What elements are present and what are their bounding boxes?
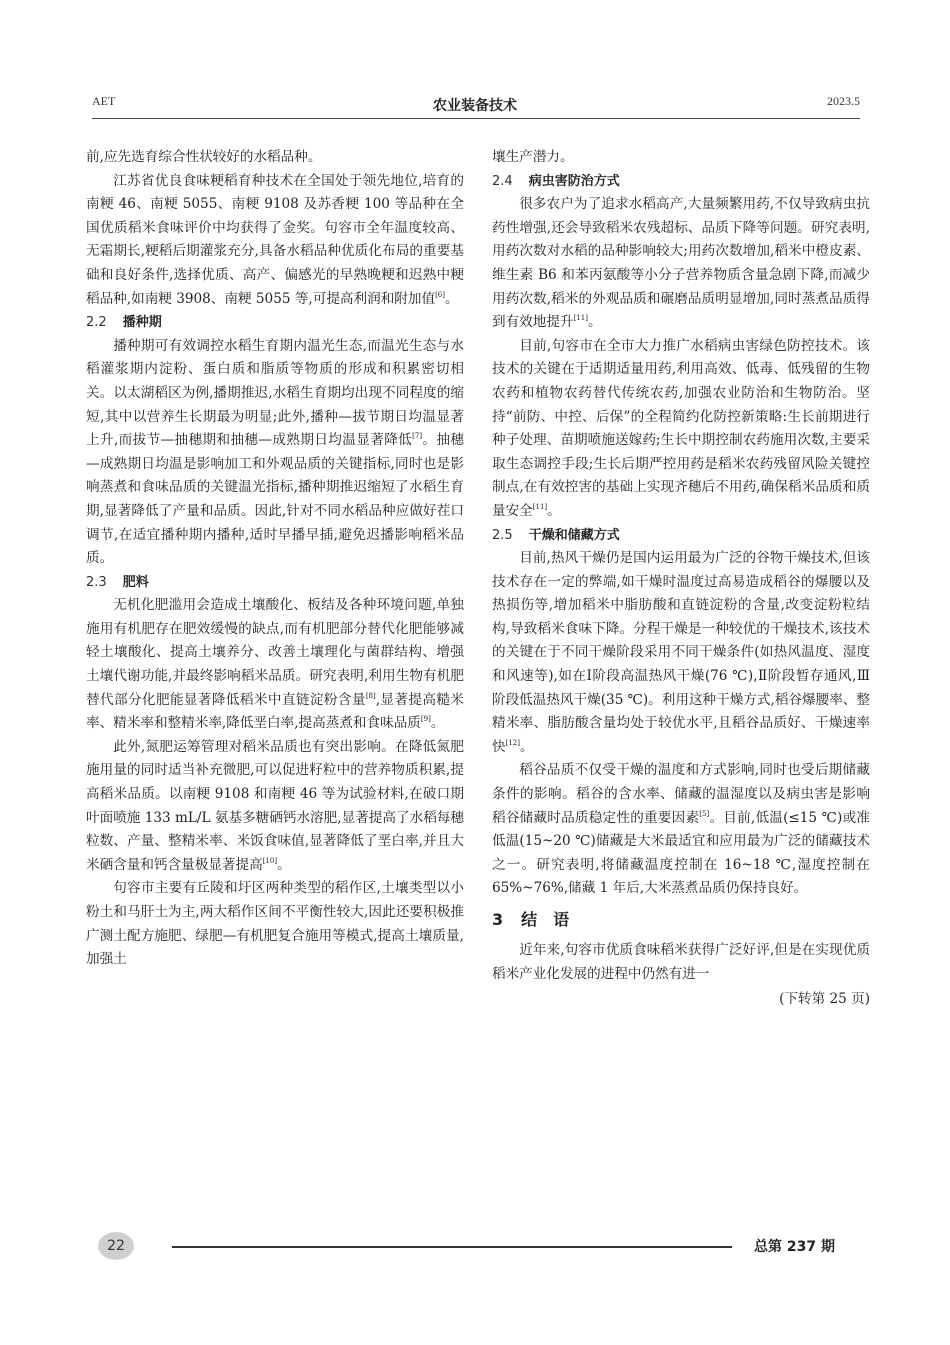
paragraph-soil-continued: 壤生产潜力。 bbox=[492, 149, 574, 165]
right-column bbox=[492, 146, 870, 1012]
section-heading-2-4: 2.4 病虫害防治方式 bbox=[492, 173, 620, 189]
section-heading-2-2: 2.2 播种期 bbox=[86, 315, 162, 331]
issue-number: 总第 237 期 bbox=[754, 1239, 835, 1255]
paragraph-conclusion: 近年来,句容市优质食味稻米获得广泛好评,但是在实现优质稻米产业化发展的进程中仍然有进一 bbox=[492, 942, 870, 982]
citation-ref[interactable]: [11] bbox=[573, 314, 588, 323]
section-heading-2-3: 2.3 肥料 bbox=[86, 574, 149, 590]
paragraph-fertilizer: 无机化肥滥用会造成土壤酸化、板结及各种环境问题,单独施用有机肥存在肥效缓慢的缺点,而有机肥部分替代化肥能够减轻土壤酸化、提高土壤养分、改善土壤理化与菌群结构、增强土壤代谢功能,并最终影响稻米品质。研究表明,利用生物有机肥替代部分化肥能显著降低稻米中直链淀粉含量[8],显著提高糙米率、精米率和整精米率,降低垩白率,提高蒸煮和食味品质[9]。 bbox=[86, 597, 464, 732]
paragraph-nitrogen: 此外,氮肥运筹管理对稻米品质也有突出影响。在降低氮肥施用量的同时适当补充微肥,可以促进籽粒中的营养物质积累,提高稻米品质。以南粳 9108 和南粳 46 等为试验材料,在破口期叶面喷施 133 mL/L 氨基多糖硒钙水溶肥,显著提高了水稻每穗粒数、产量、整精米率、米饭食味值,显著降低了垩白率,并且大米硒含量和钙含量极显著提高[10]。 bbox=[86, 738, 464, 873]
paragraph-soil: 句容市主要有丘陵和圩区两种类型的稻作区,土壤类型以小粉土和马肝土为主,两大稻作区间不平衡性较大,因此还要积极推广测土配方施肥、绿肥—有机肥复合施用等模式,提高土壤质量,加强土 bbox=[86, 880, 464, 968]
citation-ref[interactable]: [11] bbox=[532, 502, 548, 511]
paragraph-pesticide-use: 很多农户为了追求水稻高产,大量频繁用药,不仅导致病虫抗药性增强,还会导致稻米农残超标、品质下降等问题。研究表明,用药次数对水稻的品种影响较大;用药次数增加,稻米中橙皮素、维生素 B6 和苯丙氨酸等小分子营养物质含量急剧下降,而减少用药次数,稻米的外观品质和碾磨品质明显增加,同时蒸煮品质得到有效地提升[11]。 bbox=[492, 196, 870, 331]
section-heading-3: 3 结 语 bbox=[492, 910, 570, 929]
section-heading-2-5: 2.5 干燥和储藏方式 bbox=[492, 527, 620, 543]
citation-ref[interactable]: [6] bbox=[435, 290, 445, 299]
paragraph-green-control: 目前,句容市在全市大力推广水稻病虫害绿色防控技术。该技术的关键在于适期适量用药,利用高效、低毒、低残留的生物农药和植物农药替代传统农药,加强农业防治和生物防治。坚持“前防、中控、后保”的全程简约化防控新策略:生长前期进行种子处理、苗期喷施送嫁药;生长中期控制农药施用次数,主要采取生态调控手段;生长后期严控用药是稻米农药残留风险关键控制点,在有效控害的基础上实现齐穗后不用药,确保稻米品质和质量安全[11]。 bbox=[492, 337, 870, 519]
journal-title: 农业装备技术 bbox=[433, 98, 517, 114]
issue-date: 2023.5 bbox=[827, 94, 860, 108]
citation-ref[interactable]: [10] bbox=[262, 856, 278, 865]
citation-ref[interactable]: [9] bbox=[420, 715, 431, 724]
journal-abbrev: AET bbox=[92, 94, 116, 108]
left-column bbox=[86, 146, 464, 972]
paragraph-storage: 稻谷品质不仅受干燥的温度和方式影响,同时也受后期储藏条件的影响。稻谷的含水率、储藏的温湿度以及病虫害是影响稻谷储藏时品质稳定性的重要因素[5]。目前,低温(≤15 ℃)或准低温(15~20 ℃)储藏是大米最适宜和应用最为广泛的储藏技术之一。研究表明,将储藏温度控制在 16~18 ℃,湿度控制在 65%~76%,储藏 1 年后,大米蒸煮品质仍保持良好。 bbox=[492, 762, 870, 897]
paragraph-sowing: 播种期可有效调控水稻生育期内温光生态,而温光生态与水稻灌浆期内淀粉、蛋白质和脂质等物质的形成和积累密切相关。以太湖稻区为例,播期推迟,水稻生育期均出现不同程度的缩短,其中以营养生长期最为明显;此外,播种—拔节期日均温显著上升,而拔节—抽穗期和抽穗—成熟期日均温显著降低[7]。抽穗—成熟期日均温是影响加工和外观品质的关键指标,同时也是影响蒸煮和食味品质的关键温光指标,播种期推迟缩短了水稻生育期,显著降低了产量和品质。因此,针对不同水稻品种应做好茬口调节,在适宜播种期内播种,适时早播早插,避免迟播影响稻米品质。 bbox=[86, 337, 465, 567]
paragraph-intro: 前,应先选育综合性状较好的水稻品种。 bbox=[86, 149, 322, 165]
citation-ref[interactable]: [12] bbox=[505, 738, 520, 747]
citation-ref[interactable]: [5] bbox=[699, 809, 710, 818]
header-divider bbox=[92, 118, 860, 119]
paragraph-jiangsu-varieties: 江苏省优良食味粳稻育种技术在全国处于领先地位,培育的南粳 46、南粳 5055、南粳 9108 及苏香粳 100 等品种在全国优质稻米食味评价中均获得了金奖。句容市全年温度较高、无霜期长,粳稻后期灌浆充分,具备水稻品种优质化布局的重要基础和良好条件,选择优质、高产、偏感光的早熟晚粳和迟熟中粳稻品种,如南粳 3908、南粳 5055 等,可提高利润和附加值[6]。 bbox=[86, 172, 464, 307]
citation-ref[interactable]: [7] bbox=[412, 432, 423, 441]
page-number: 22 bbox=[98, 1232, 134, 1260]
paragraph-drying: 目前,热风干燥仍是国内运用最为广泛的谷物干燥技术,但该技术存在一定的弊端,如干燥时温度过高易造成稻谷的爆腰以及热损伤等,增加稻米中脂肪酸和直链淀粉的含量,改变淀粉粒结构,导致稻米食味下降。分程干燥是一种较优的干燥技术,该技术的关键在于不同干燥阶段采用不同干燥条件(如热风温度、湿度和风速等),如在Ⅰ阶段高温热风干燥(76 ℃),Ⅱ阶段暂存通风,Ⅲ阶段低温热风干燥(35 ℃)。利用这种干燥方式,稻谷爆腰率、整精米率、脂肪酸含量均处于较优水平,且稻谷品质好、干燥速率快[12]。 bbox=[492, 550, 871, 755]
citation-ref[interactable]: [8] bbox=[365, 691, 376, 700]
continued-note: (下转第 25 页) bbox=[779, 991, 870, 1008]
footer-divider bbox=[172, 1246, 732, 1248]
